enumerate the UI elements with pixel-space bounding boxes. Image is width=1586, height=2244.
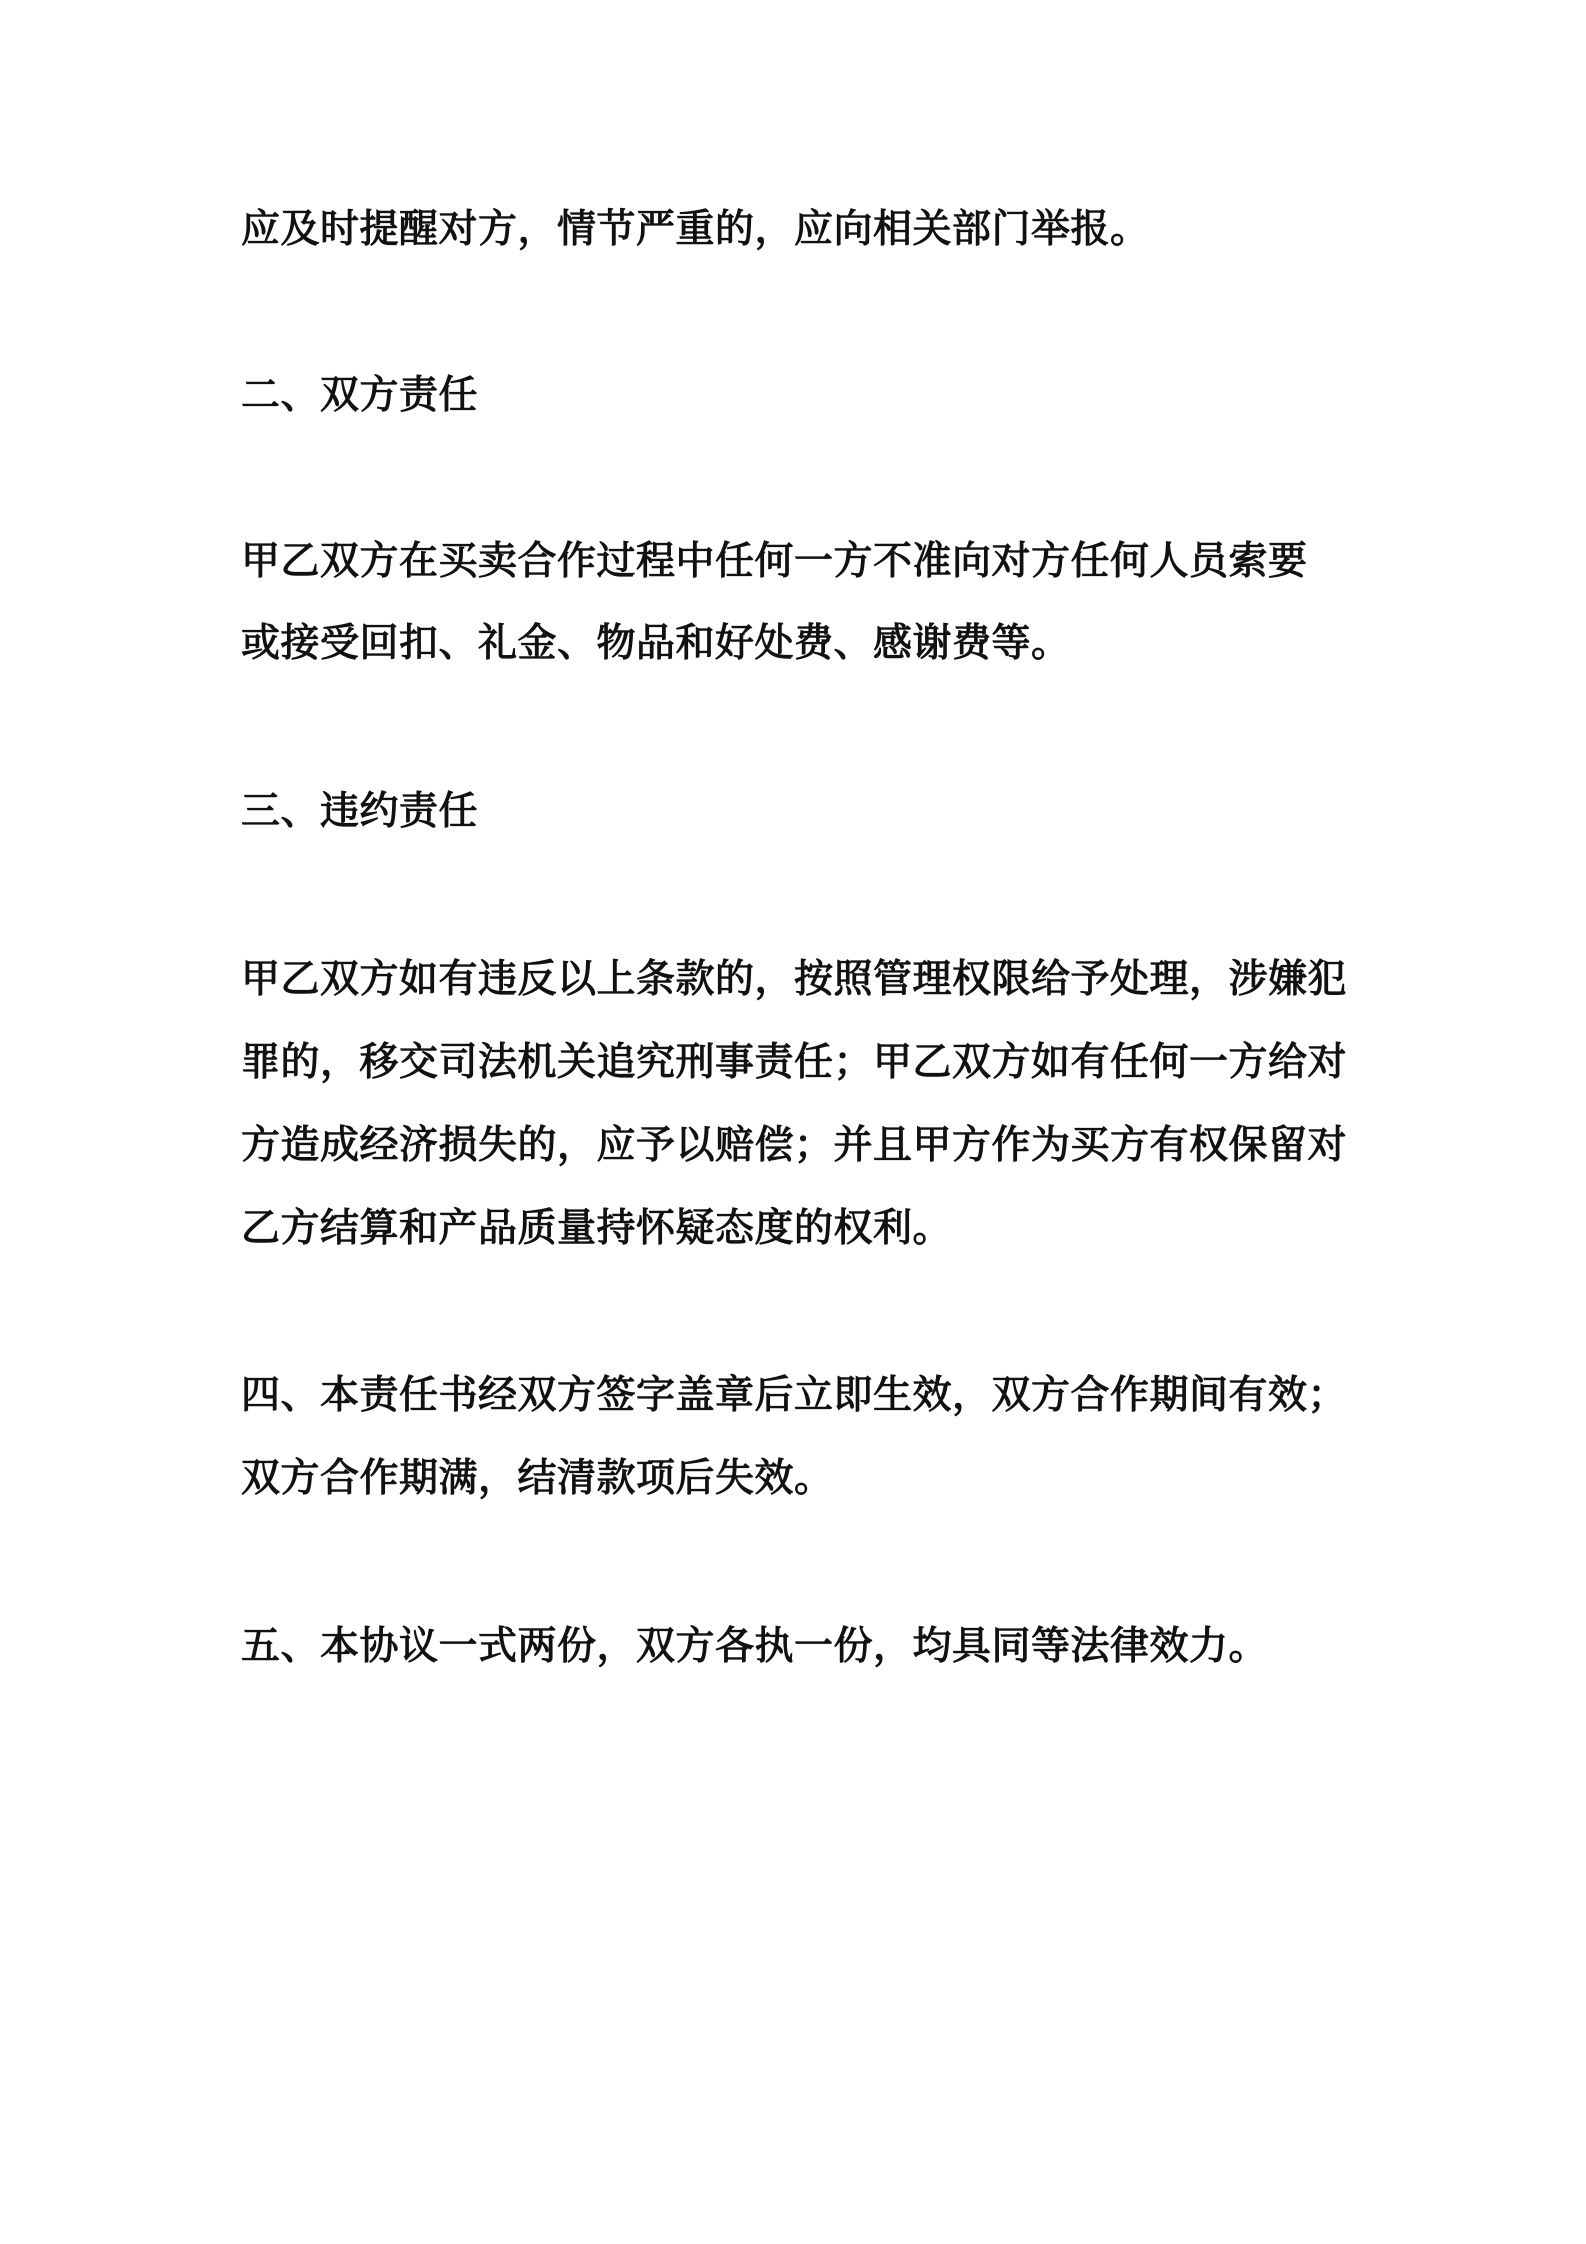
- continuation-paragraph: 应及时提醒对方，情节严重的，应向相关部门举报。: [241, 207, 1150, 252]
- section-4-line-2: 双方合作期满，结清款项后失效。: [241, 1456, 834, 1501]
- section-5-line-1: 五、本协议一式两份，双方各执一份，均具同等法律效力。: [241, 1624, 1269, 1669]
- section-3-heading: 三、违约责任: [241, 789, 479, 834]
- section-3-line-1: 甲乙双方如有违反以上条款的，按照管理权限给予处理，涉嫌犯: [241, 957, 1348, 1002]
- section-2-line-2: 或接受回扣、礼金、物品和好处费、感谢费等。: [241, 621, 1071, 666]
- section-2-heading: 二、双方责任: [241, 373, 479, 418]
- section-3-line-3: 方造成经济损失的，应予以赔偿；并且甲方作为买方有权保留对: [241, 1123, 1348, 1168]
- section-2-line-1: 甲乙双方在买卖合作过程中任何一方不准向对方任何人员索要: [241, 539, 1308, 584]
- section-3-line-2: 罪的，移交司法机关追究刑事责任；甲乙双方如有任何一方给对: [241, 1040, 1348, 1085]
- section-4-line-1: 四、本责任书经双方签字盖章后立即生效，双方合作期间有效；: [241, 1373, 1348, 1418]
- section-3-line-4: 乙方结算和产品质量持怀疑态度的权利。: [241, 1206, 953, 1251]
